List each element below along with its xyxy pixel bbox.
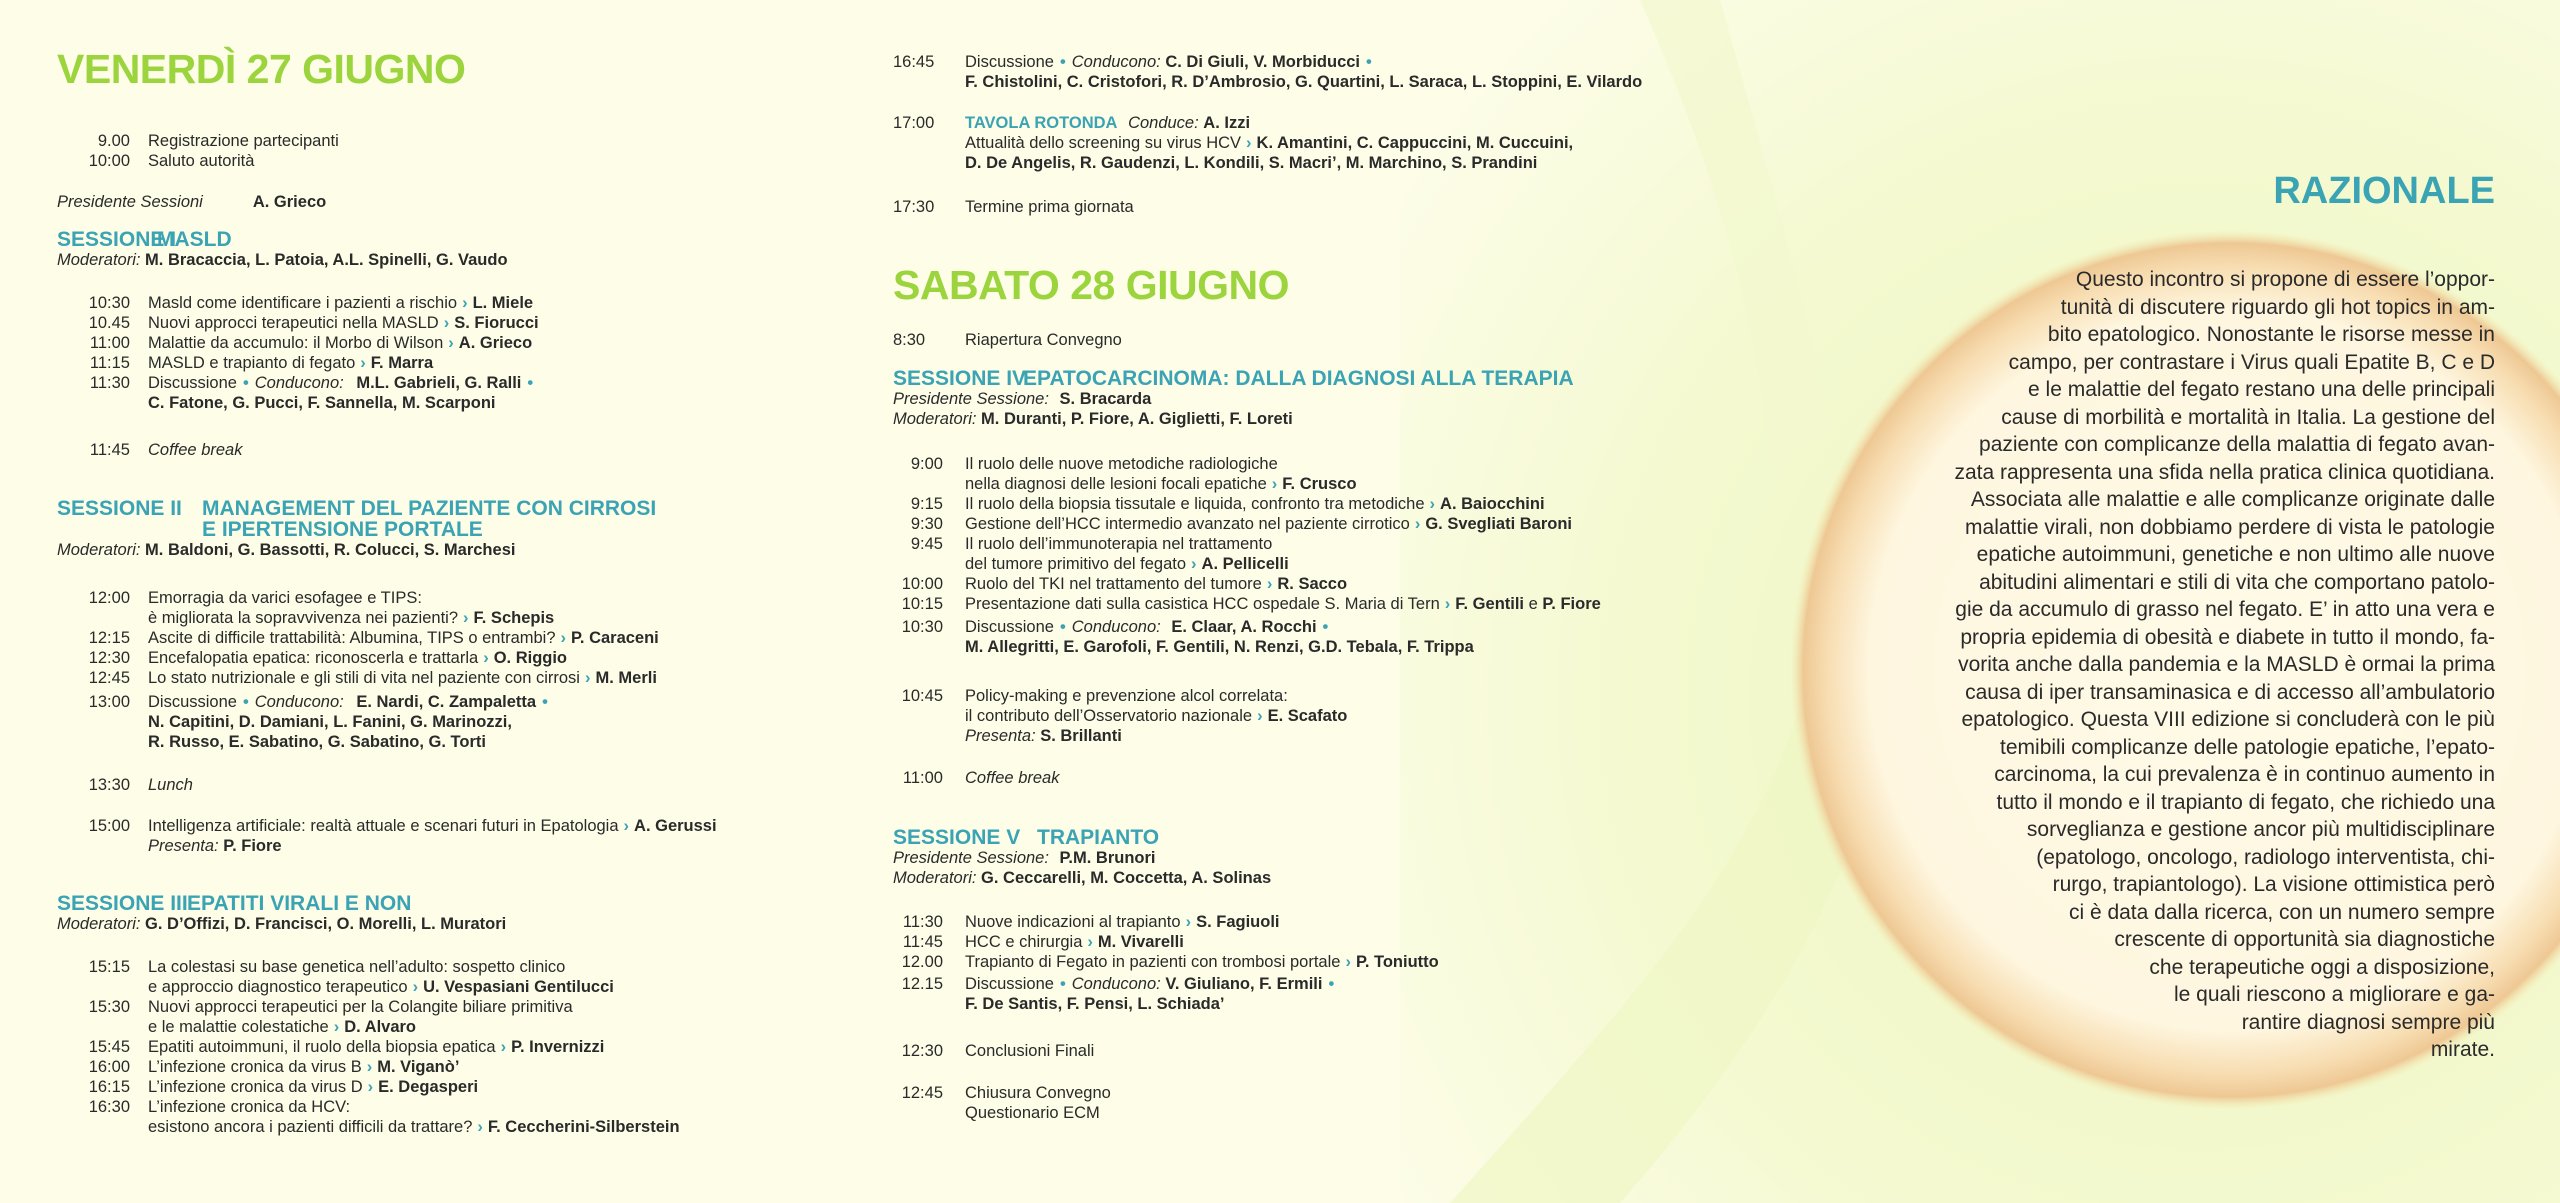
- program-row: 9:30 Gestione dell’HCC intermedio avanzato nel paziente cirrotico › G. Svegliati Baroni: [910, 515, 1573, 533]
- lunch-row: 13:30 Lunch: [88, 776, 193, 794]
- session-4-items: 9:00 Il ruolo delle nuove metodiche radiologiche nella diagnosi delle lesioni focali epatiche › F. Crusco 9:15 Il ruolo della biopsia tissutale e liquida, confronto tra metodiche › A. Baiocchini 9:30 Gestione dell’HCC intermedio avanzato nel paziente cirrotico › G. Svegliati Baroni 9:45 Il ruolo dell’immunoterapia nel trattamento del tumore primitivo del fegato › A. Pellicelli 10:00 Ruolo del TKI nel trattamento del tumore › R. Sacco 10:15 Presentazione dati sulla casistica HCC ospedale S. Maria di Tern › F. Gentili e P. Fiore 10:30 Discussione • Conducono: E. Claar, A. Rocchi • M. Allegritti, E. Garofoli, F. Gentili, N. Renzi, G.D. Tebala, F. Trippa: [893, 454, 1753, 657]
- razionale-line: propria epidemia di obesità e diabete in tutto il mondo, fa-: [1960, 625, 2495, 649]
- session-5-title: SESSIONE V TRAPIANTO: [893, 826, 1160, 849]
- razionale-line: mirate.: [2430, 1038, 2495, 1061]
- razionale-line: (epatologo, oncologo, radiologo interventista, chi-: [2036, 845, 2495, 869]
- program-row: 10:00 Ruolo del TKI nel trattamento del tumore › R. Sacco: [901, 575, 1348, 593]
- reopen-row: 8:30 Riapertura Convegno: [893, 331, 1122, 349]
- session-5-items: 11:30 Nuove indicazioni al trapianto › S. Fagiuoli 11:45 HCC e chirurgia › M. Vivarelli 12.00 Trapianto di Fegato in pazienti con trombosi portale › P. Toniutto 12.15 Discussione • Conducono: V. Giuliano, F. Ermili • F. De Santis, F. Pensi, L. Schiada’: [893, 912, 1753, 1014]
- program-row: 11:30 Nuove indicazioni al trapianto › S. Fagiuoli: [902, 913, 1280, 931]
- discussion-row: 13:00 Discussione • Conducono: E. Nardi, C. Zampaletta •: [88, 693, 548, 711]
- razionale-line: rurgo, trapiantologo). La visione ottimistica però: [2052, 873, 2495, 896]
- program-row: 15:30 Nuovi approcci terapeutici per la Colangite biliare primitiva: [88, 998, 573, 1016]
- razionale-line: tutto il mondo e il trapianto di fegato, che richiedo una: [1996, 790, 2495, 814]
- session-1: [57, 229, 857, 270]
- razionale-line: epatologico. Questa VIII edizione si concluderà con le più: [1961, 708, 2495, 731]
- razionale-line: Associata alle malattie e alle complicanze originate dalle: [1970, 488, 2495, 511]
- razionale-line: sorveglianza e gestione ancor più multidisciplinare: [2026, 818, 2495, 841]
- session-1-moderators: Moderatori: M. Bracaccia, L. Patoia, A.L. Spinelli, G. Vaudo: [57, 251, 508, 269]
- program-row: 10.45 Nuovi approcci terapeutici nella MASLD › S. Fiorucci: [88, 314, 539, 332]
- session-5-moderators: Moderatori: G. Ceccarelli, M. Coccetta, A. Solinas: [893, 869, 1272, 887]
- session-2: SESSIONE II MANAGEMENT DEL PAZIENTE CON CIRROSI E IPERTENSIONE PORTALE Moderatori: M. Baldoni, G. Bassotti, R. Colucci, S. Marchesi: [57, 498, 857, 560]
- razionale-line: crescente di opportunità sia diagnostiche: [2114, 928, 2495, 951]
- session-4-moderators: Moderatori: M. Duranti, P. Fiore, A. Giglietti, F. Loreti: [893, 410, 1293, 428]
- session-2-title: SESSIONE II MANAGEMENT DEL PAZIENTE CON CIRROSI: [57, 497, 657, 520]
- razionale-line: tunità di discutere riguardo gli hot topics in am-: [2060, 295, 2495, 319]
- program-row: 12:30 Encefalopatia epatica: riconoscerla e trattarla › O. Riggio: [88, 649, 568, 667]
- program-row: 12:00 Emorragia da varici esofagee e TIPS:: [88, 589, 422, 607]
- razionale-line: bito epatologico. Nonostante le risorse messe in: [2047, 323, 2495, 346]
- program-row: 15:45 Epatiti autoimmuni, il ruolo della biopsia epatica › P. Invernizzi: [88, 1038, 605, 1056]
- closing-row: 12:45 Chiusura Convegno Questionario ECM: [901, 1084, 1111, 1122]
- session-2-items: 12:00 Emorragia da varici esofagee e TIPS: è migliorata la sopravvivenza nei pazienti? › F. Schepis 12:15 Ascite di difficile trattabilità: Albumina, TIPS o entrambi? › P. Caraceni 12:30 Encefalopatia epatica: riconoscerla e trattarla › O. Riggio 12:45 Lo stato nutrizionale e gli stili di vita nel paziente con cirrosi › M. Merli 13:00 Discussione • Conducono: E. Nardi, C. Zampaletta • N. Capitini, D. Damiani, L. Fanini, G. Marinozzi, R. Russo, E. Sabatino, G. Sabatino, G. Torti: [57, 588, 857, 752]
- razionale-line: gie da accumulo di grasso nel fegato. E’ in atto una vera e: [1955, 598, 2495, 621]
- razionale-line: epatiche autoimmuni, genetiche e non ultimo alle nuove: [1976, 543, 2495, 566]
- program-row: 9:00 Il ruolo delle nuove metodiche radiologiche: [910, 455, 1278, 473]
- round-table: 17:00 TAVOLA ROTONDA Conduce: A. Izzi Attualità dello screening su virus HCV › K. Amantini, C. Cappuccini, M. Cuccuini, D. De Angelis, R. Gaudenzi, L. Kondili, S. Macri’, M. Marchino, S. Prandini: [893, 114, 1574, 172]
- razionale-line: rantire diagnosi sempre più: [2241, 1010, 2495, 1034]
- coffee-break-row: 11:45 Coffee break: [89, 441, 243, 459]
- friday-continued: 16:45 Discussione • Conducono: C. Di Giuli, V. Morbiducci • F. Chistolini, C. Cristofori, R. D’Ambrosio, G. Quartini, L. Saraca, L. Stoppini, E. Vilardo: [893, 52, 1753, 92]
- discussion-row: 16:45 Discussione • Conducono: C. Di Giuli, V. Morbiducci •: [893, 53, 1372, 71]
- program-row: 10:00 Saluto autorità: [88, 152, 255, 170]
- discussion-row: 10:30 Discussione • Conducono: E. Claar, A. Rocchi •: [901, 618, 1329, 636]
- program-row: 16:00 L’infezione cronica da virus B › M. Viganò’: [88, 1058, 460, 1076]
- razionale-line: cause di morbilità e mortalità in Italia. La gestione del: [2001, 405, 2495, 429]
- conclusions-row: 12:30 Conclusioni Finali: [901, 1042, 1095, 1060]
- program-row: 15:15 La colestasi su base genetica nell’adulto: sospetto clinico: [88, 958, 566, 976]
- razionale-line: causa di iper transaminasica e di accesso all’ambulatorio: [1965, 680, 2495, 704]
- razionale-line: ci è data dalla ricerca, con un numero sempre: [2068, 900, 2495, 924]
- program-row: 16:15 L’infezione cronica da virus D › E. Degasperi: [88, 1078, 479, 1096]
- razionale-line: carcinoma, la cui prevalenza è in continuo aumento in: [1994, 763, 2495, 786]
- razionale-title: RAZIONALE: [2273, 170, 2495, 212]
- razionale-line: vorita anche dalla pandemia e la MASLD è ormai la prima: [1958, 653, 2495, 676]
- session-1-title: SESSIONE IMASLD: [57, 228, 232, 251]
- session-president: Presidente Sessioni A. Grieco: [57, 193, 327, 211]
- coffee-break-row: 11:00 Coffee break: [902, 769, 1060, 787]
- day-end-row: 17:30 Termine prima giornata: [893, 198, 1134, 216]
- razionale-line: malattie virali, non dobbiamo perdere di vista le patologie: [1965, 515, 2495, 539]
- razionale-line: temibili complicanze delle patologie epatiche, l’epato-: [2000, 735, 2495, 759]
- program-row: 10:15 Presentazione dati sulla casistica HCC ospedale S. Maria di Tern › F. Gentili e P. Fiore: [901, 595, 1601, 613]
- razionale-line: campo, per contrastare i Virus quali Epatite B, C e D: [2008, 350, 2495, 374]
- ai-talk-row: 15:00 Intelligenza artificiale: realtà attuale e scenari futuri in Epatologia › A. Gerussi Presenta: P. Fiore: [88, 817, 717, 855]
- session-3: [57, 893, 857, 934]
- saturday-title: SABATO 28 GIUGNO: [893, 262, 1289, 308]
- program-row: 16:30 L’infezione cronica da HCV:: [88, 1098, 351, 1116]
- program-row: 11:00 Malattie da accumulo: il Morbo di Wilson › A. Grieco: [89, 334, 533, 352]
- razionale-line: le quali riescono a migliorare e ga-: [2174, 983, 2495, 1006]
- session-3-moderators: Moderatori: G. D’Offizi, D. Francisci, O. Morelli, L. Muratori: [57, 915, 507, 933]
- razionale-line: paziente con complicanze della malattia di fegato avan-: [1979, 433, 2495, 456]
- session-4-title: SESSIONE IVEPATOCARCINOMA: DALLA DIAGNOSI ALLA TERAPIA: [893, 367, 1574, 390]
- discussion-row: 11:30 Discussione • Conducono: M.L. Gabrieli, G. Ralli •: [89, 374, 534, 392]
- program-row: 9:45 Il ruolo dell’immunoterapia nel trattamento: [910, 535, 1273, 553]
- friday-title: VENERDÌ 27 GIUGNO: [57, 46, 466, 92]
- discussion-row: 12.15 Discussione • Conducono: V. Giuliano, F. Ermili •: [901, 975, 1335, 993]
- razionale-line: che terapeutiche oggi a disposizione,: [2149, 955, 2495, 979]
- program-row: 10:30 Masld come identificare i pazienti a rischio › L. Miele: [88, 294, 534, 312]
- razionale-line: e le malattie del fegato restano una delle principali: [2028, 378, 2495, 401]
- session-2-moderators: Moderatori: M. Baldoni, G. Bassotti, R. Colucci, S. Marchesi: [57, 541, 516, 559]
- program-row: 12:15 Ascite di difficile trattabilità: Albumina, TIPS o entrambi? › P. Caraceni: [88, 629, 659, 647]
- session-3-title: SESSIONE IIIEPATITI VIRALI E NON: [57, 892, 412, 915]
- razionale-line: Questo incontro si propone di essere l’oppor-: [2075, 268, 2495, 291]
- program-row: 12:45 Lo stato nutrizionale e gli stili di vita nel paziente con cirrosi › M. Merli: [88, 669, 657, 687]
- program-row: 9.00 Registrazione partecipanti: [97, 132, 339, 150]
- program-row: 11:45 HCC e chirurgia › M. Vivarelli: [902, 933, 1184, 951]
- session-5: SESSIONE V TRAPIANTO Presidente Sessione: P.M. Brunori Moderatori: G. Ceccarelli, M. Coccetta, A. Solinas: [893, 827, 1753, 888]
- policy-row: 10:45 Policy-making e prevenzione alcol correlata: il contributo dell’Osservatorio nazionale › E. Scafato Presenta: S. Brillanti: [901, 687, 1348, 745]
- opening-block: [57, 131, 857, 171]
- session-3-items: 15:15 La colestasi su base genetica nell’adulto: sospetto clinico e approccio diagnostico terapeutico › U. Vespasiani Gentilucci 15:30 Nuovi approcci terapeutici per la Colangite biliare primitiva e le malattie colestatiche › D. Alvaro 15:45 Epatiti autoimmuni, il ruolo della biopsia epatica › P. Invernizzi 16:00 L’infezione cronica da virus B › M. Viganò’ 16:15 L’infezione cronica da virus D › E. Degasperi 16:30 L’infezione cronica da HCV: esistono ancora i pazienti difficili da trattare? › F. Ceccherini-Silberstein: [57, 957, 857, 1137]
- razionale-line: abitudini alimentari e stili di vita che comportano patolo-: [1979, 570, 2495, 594]
- razionale-text: [1950, 266, 2495, 1064]
- program-row: 12.00 Trapianto di Fegato in pazienti con trombosi portale › P. Toniutto: [901, 953, 1439, 971]
- razionale-line: zata rappresenta una sfida nella pratica clinica quotidiana.: [1954, 460, 2495, 484]
- program-row: 11:15 MASLD e trapianto di fegato › F. Marra: [89, 354, 434, 372]
- session-1-items: 10:30 Masld come identificare i pazienti a rischio › L. Miele 10.45 Nuovi approcci terapeutici nella MASLD › S. Fiorucci 11:00 Malattie da accumulo: il Morbo di Wilson › A. Grieco 11:15 MASLD e trapianto di fegato › F. Marra 11:30 Discussione • Conducono: M.L. Gabrieli, G. Ralli • C. Fatone, G. Pucci, F. Sannella, M. Scarponi: [57, 293, 857, 413]
- program-row: 9:15 Il ruolo della biopsia tissutale e liquida, confronto tra metodiche › A. Baiocchini: [910, 495, 1545, 513]
- session-4: SESSIONE IVEPATOCARCINOMA: DALLA DIAGNOSI ALLA TERAPIA Presidente Sessione: S. Bracarda Moderatori: M. Duranti, P. Fiore, A. Giglietti, F. Loreti: [893, 368, 1753, 429]
